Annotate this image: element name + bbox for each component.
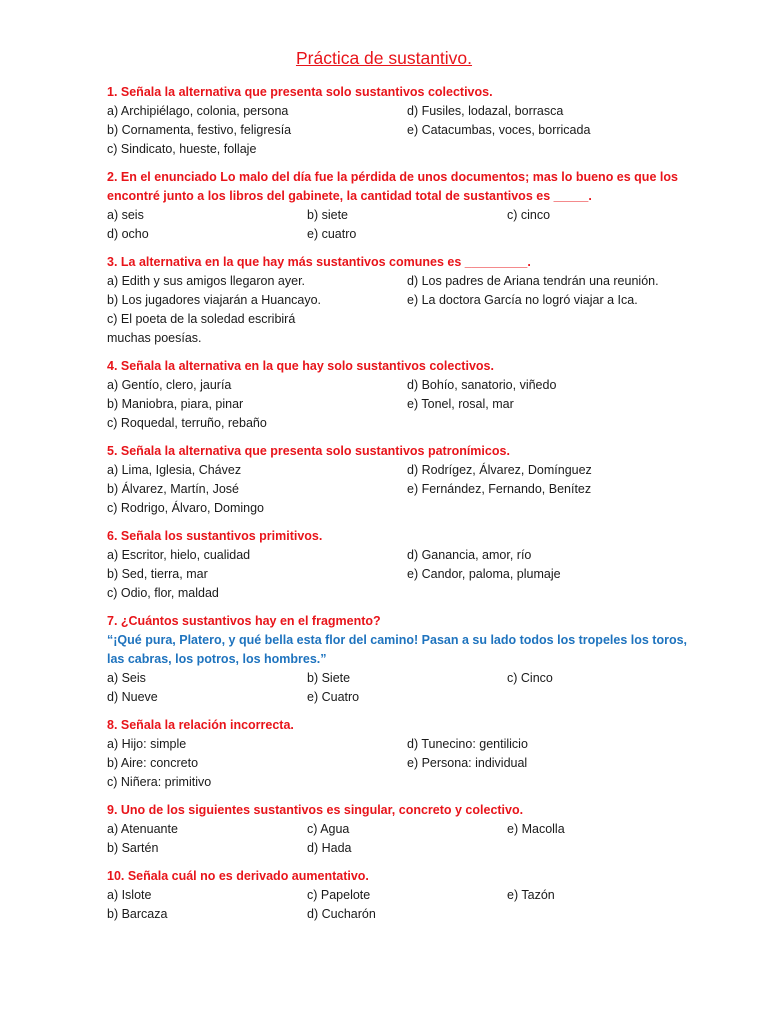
question-text: 7. ¿Cuántos sustantivos hay en el fragmento? bbox=[107, 614, 381, 628]
question-text: 4. Señala la alternativa en la que hay solo sustantivos colectivos. bbox=[107, 359, 494, 373]
options-row bbox=[107, 584, 687, 603]
question-8 bbox=[107, 716, 687, 792]
question-3 bbox=[107, 253, 687, 348]
question-text: 1. Señala la alternativa que presenta solo sustantivos colectivos. bbox=[107, 85, 493, 99]
question-5 bbox=[107, 442, 687, 518]
options-row bbox=[107, 754, 687, 773]
options-row bbox=[107, 905, 687, 924]
option-e: e) Candor, paloma, plumaje bbox=[407, 567, 561, 581]
option-e: e) Tazón bbox=[507, 888, 555, 902]
option-e: e) Fernández, Fernando, Benítez bbox=[407, 482, 592, 496]
option-a: a) Edith y sus amigos llegaron ayer. bbox=[107, 274, 306, 288]
page-title: Práctica de sustantivo. bbox=[295, 48, 473, 68]
options-row bbox=[107, 102, 687, 121]
questions-list bbox=[107, 83, 687, 933]
options-row bbox=[107, 886, 687, 905]
options-row bbox=[107, 546, 687, 565]
option-a: a) Seis bbox=[107, 671, 146, 685]
option-d: d) Tunecino: gentilicio bbox=[407, 737, 528, 751]
option-d: d) Fusiles, lodazal, borrasca bbox=[407, 104, 564, 118]
options-row bbox=[107, 121, 687, 140]
option-e: e) Cuatro bbox=[307, 690, 360, 704]
option-b: b) Los jugadores viajarán a Huancayo. bbox=[107, 293, 322, 307]
option-e: e) La doctora García no logró viajar a Ica. bbox=[407, 293, 638, 307]
option-a: a) seis bbox=[107, 208, 144, 222]
question-4 bbox=[107, 357, 687, 433]
option-d: d) ocho bbox=[107, 227, 149, 241]
option-b: b) Cornamenta, festivo, feligresía bbox=[107, 123, 292, 137]
option-a: a) Archipiélago, colonia, persona bbox=[107, 104, 289, 118]
question-9 bbox=[107, 801, 687, 858]
option-b: b) Aire: concreto bbox=[107, 756, 199, 770]
question-7 bbox=[107, 612, 687, 707]
option-e: e) Macolla bbox=[507, 822, 565, 836]
question-2 bbox=[107, 168, 687, 244]
question-text: 8. Señala la relación incorrecta. bbox=[107, 718, 294, 732]
option-d: d) Cucharón bbox=[307, 907, 376, 921]
option-c: c) El poeta de la soledad escribirá muchas poesías. bbox=[107, 312, 296, 345]
options-row bbox=[107, 376, 687, 395]
option-a: a) Gentío, clero, jauría bbox=[107, 378, 232, 392]
option-b: b) Maniobra, piara, pinar bbox=[107, 397, 244, 411]
option-b: b) Siete bbox=[307, 671, 351, 685]
option-a: a) Islote bbox=[107, 888, 152, 902]
options-row bbox=[107, 461, 687, 480]
options-row bbox=[107, 414, 687, 433]
question-10 bbox=[107, 867, 687, 924]
option-d: d) Rodrígez, Álvarez, Domínguez bbox=[407, 463, 592, 477]
option-e: e) Persona: individual bbox=[407, 756, 528, 770]
question-text: 6. Señala los sustantivos primitivos. bbox=[107, 529, 323, 543]
option-d: d) Hada bbox=[307, 841, 352, 855]
option-a: a) Atenuante bbox=[107, 822, 178, 836]
option-a: a) Escritor, hielo, cualidad bbox=[107, 548, 251, 562]
options-row bbox=[107, 206, 687, 225]
options-row bbox=[107, 272, 687, 291]
option-d: d) Bohío, sanatorio, viñedo bbox=[407, 378, 557, 392]
question-text: 9. Uno de los siguientes sustantivos es singular, concreto y colectivo. bbox=[107, 803, 524, 817]
question-text: 5. Señala la alternativa que presenta solo sustantivos patronímicos. bbox=[107, 444, 510, 458]
option-c: c) Rodrigo, Álvaro, Domingo bbox=[107, 501, 265, 515]
option-c: c) Odio, flor, maldad bbox=[107, 586, 219, 600]
option-a: a) Hijo: simple bbox=[107, 737, 187, 751]
option-d: d) Ganancia, amor, río bbox=[407, 548, 532, 562]
option-c: c) Roquedal, terruño, rebaño bbox=[107, 416, 267, 430]
options-row bbox=[107, 688, 687, 707]
options-row bbox=[107, 820, 687, 839]
options-row bbox=[107, 225, 687, 244]
options-row bbox=[107, 669, 687, 688]
quote-fragment: “¡Qué pura, Platero, y qué bella esta flor del camino! Pasan a su lado todos los tropeles los toros, las cabras, los potros, los hombres.” bbox=[107, 633, 687, 666]
option-b: b) Barcaza bbox=[107, 907, 168, 921]
option-c: c) Sindicato, hueste, follaje bbox=[107, 142, 257, 156]
options-row bbox=[107, 839, 687, 858]
option-e: e) Catacumbas, voces, borricada bbox=[407, 123, 591, 137]
options-row bbox=[107, 773, 687, 792]
option-b: b) Álvarez, Martín, José bbox=[107, 482, 239, 496]
question-text: 3. La alternativa en la que hay más sustantivos comunes es _________. bbox=[107, 255, 531, 269]
option-c: c) Papelote bbox=[307, 888, 371, 902]
options-row bbox=[107, 735, 687, 754]
option-a: a) Lima, Iglesia, Chávez bbox=[107, 463, 242, 477]
option-e: e) Tonel, rosal, mar bbox=[407, 397, 514, 411]
option-c: c) cinco bbox=[507, 208, 551, 222]
options-row bbox=[107, 291, 687, 310]
option-b: b) siete bbox=[307, 208, 348, 222]
options-row bbox=[107, 499, 687, 518]
options-row bbox=[107, 395, 687, 414]
option-d: d) Los padres de Ariana tendrán una reunión. bbox=[407, 274, 659, 288]
option-d: d) Nueve bbox=[107, 690, 158, 704]
option-e: e) cuatro bbox=[307, 227, 357, 241]
question-text: 2. En el enunciado Lo malo del día fue la pérdida de unos documentos; mas lo bueno es que los encontré junto a los libros del gabinete, la cantidad total de sustantivos es _____. bbox=[107, 170, 678, 203]
option-b: b) Sartén bbox=[107, 841, 159, 855]
question-6 bbox=[107, 527, 687, 603]
options-row bbox=[107, 565, 687, 584]
options-row bbox=[107, 480, 687, 499]
question-text: 10. Señala cuál no es derivado aumentativo. bbox=[107, 869, 369, 883]
options-row bbox=[107, 140, 687, 159]
option-b: b) Sed, tierra, mar bbox=[107, 567, 208, 581]
option-c: c) Agua bbox=[307, 822, 350, 836]
option-c: c) Cinco bbox=[507, 671, 553, 685]
option-c: c) Niñera: primitivo bbox=[107, 775, 212, 789]
question-1 bbox=[107, 83, 687, 159]
